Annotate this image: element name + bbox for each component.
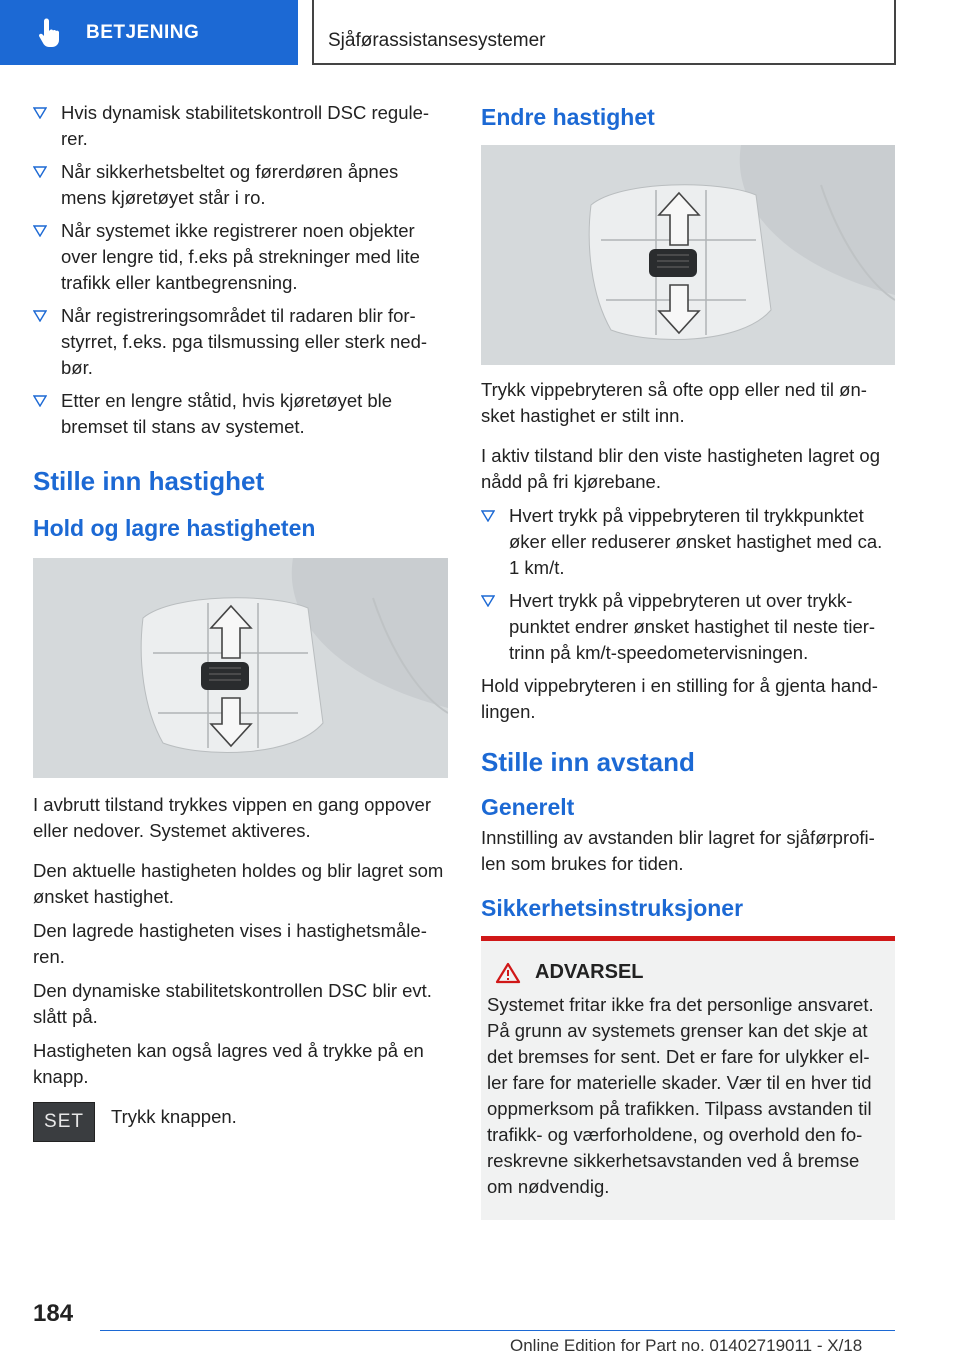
paragraph: Den aktuelle hastigheten holdes og blir lagret som ønsket hastighet. xyxy=(33,860,444,907)
paragraph: Den dynamiske stabilitetskontrollen DSC blir evt. slått på. xyxy=(33,980,432,1027)
warning-header xyxy=(487,961,887,984)
list-item: Etter en lengre ståtid, hvis kjøretøyet ble bremset til stans av systemet. xyxy=(33,388,448,440)
bullet-triangle-icon xyxy=(481,510,495,522)
edition-text: Online Edition for Part no. 01402719011 - X/18 xyxy=(510,1336,863,1355)
paragraph: Den lagrede hastigheten vises i hastighetsmåle- ren. xyxy=(33,920,427,967)
set-button-icon: SET xyxy=(33,1102,95,1142)
footer-divider xyxy=(100,1330,895,1331)
steering-wheel-rocker-image xyxy=(33,558,448,778)
condition-list xyxy=(33,100,448,440)
bullet-triangle-icon xyxy=(33,166,47,178)
bullet-triangle-icon xyxy=(33,107,47,119)
bullet-triangle-icon xyxy=(33,395,47,407)
paragraph: Hold vippebryteren i en stilling for å gjenta hand- lingen. xyxy=(481,675,878,722)
warning-triangle-icon xyxy=(495,962,521,984)
list-item: Når registreringsområdet til radaren blir for- styrret, f.eks. pga tilsmussing eller sterk ned- bør. xyxy=(33,303,448,381)
warning-box xyxy=(481,936,895,1220)
heading-change-speed: Endre hastighet xyxy=(481,104,655,130)
bullet-triangle-icon xyxy=(33,225,47,237)
chapter-header xyxy=(312,0,896,65)
heading-general: Generelt xyxy=(481,794,575,820)
chapter-title: Sjåførassistansesystemer xyxy=(328,30,546,51)
hand-pointer-icon xyxy=(36,18,66,48)
set-instruction: Trykk knappen. xyxy=(111,1106,237,1127)
warning-text: Systemet fritar ikke fra det personlige ansvaret. På grunn av systemets grenser kan det skje at det bremses for sent. Det er fare for ulykker el- ler fare for materielle skader. Vær til en hver tid oppmerksom på trafikken. Tilpass avstanden til trafikk- og værforholdene, og overhold den fo- reskrevne sikkerhetsavstanden ved å bremse om nødvendig. xyxy=(487,994,874,1197)
paragraph: Innstilling av avstanden blir lagret for sjåførprofi- len som brukes for tiden. xyxy=(481,827,875,874)
page-number: 184 xyxy=(33,1300,74,1327)
paragraph: Hastigheten kan også lagres ved å trykke på en knapp. xyxy=(33,1040,424,1087)
paragraph: Trykk vippebryteren så ofte opp eller ned til øn- sket hastighet er stilt inn. xyxy=(481,379,867,426)
list-item: Hvert trykk på vippebryteren ut over trykk- punktet endrer ønsket hastighet til neste tier- trinn på km/t-speedometervisningen. xyxy=(481,588,895,666)
bullet-triangle-icon xyxy=(481,595,495,607)
heading-set-distance: Stille inn avstand xyxy=(481,747,695,777)
set-button-row xyxy=(33,1102,448,1142)
heading-set-speed: Stille inn hastighet xyxy=(33,466,265,496)
paragraph: I avbrutt tilstand trykkes vippen en gang oppover eller nedover. Systemet aktiveres. xyxy=(33,794,431,841)
right-column xyxy=(481,100,895,1220)
heading-hold-speed: Hold og lagre hastigheten xyxy=(33,515,316,541)
list-item: Når sikkerhetsbeltet og førerdøren åpnes mens kjøretøyet står i ro. xyxy=(33,159,448,211)
paragraph: I aktiv tilstand blir den viste hastigheten lagret og nådd på fri kjørebane. xyxy=(481,445,881,492)
heading-safety-instructions: Sikkerhetsinstruksjoner xyxy=(481,895,744,921)
section-tab[interactable] xyxy=(0,0,298,65)
speed-step-list xyxy=(481,503,895,666)
left-column xyxy=(33,100,448,1142)
bullet-triangle-icon xyxy=(33,310,47,322)
list-item: Hvis dynamisk stabilitetskontroll DSC regule- rer. xyxy=(33,100,448,152)
warning-title: ADVARSEL xyxy=(535,961,644,983)
list-item: Når systemet ikke registrerer noen objekter over lengre tid, f.eks på strekninger med lite trafikk eller kantbegrensning. xyxy=(33,218,448,296)
steering-wheel-rocker-image xyxy=(481,145,895,365)
list-item: Hvert trykk på vippebryteren til trykkpunktet øker eller reduserer ønsket hastighet med ca. 1 km/t. xyxy=(481,503,895,581)
section-tab-label: BETJENING xyxy=(86,21,200,43)
